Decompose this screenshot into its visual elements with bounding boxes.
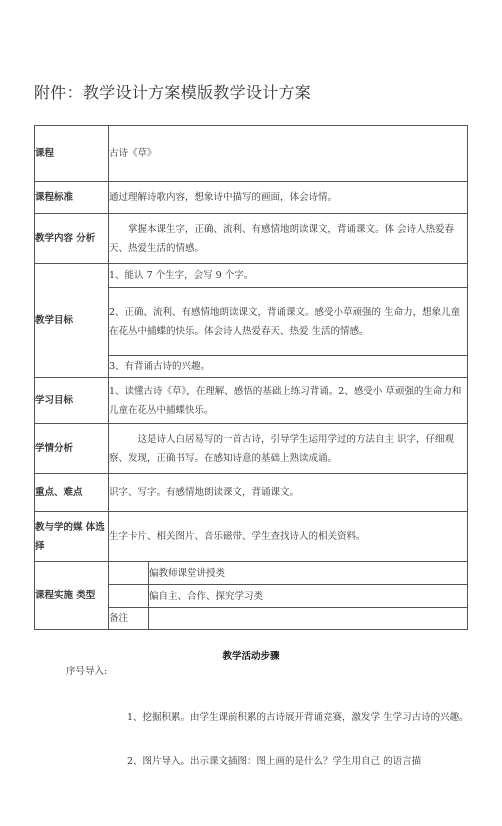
note-value[interactable]: [149, 608, 468, 630]
row-objectives-1: [35, 264, 468, 288]
learner-analysis-value: 这是诗人白居易写的一首古诗，引导学生运用学过的方法自主 识字，仔细观察、发现，正确书写。在感知诗意的基础上熟读成诵。: [109, 424, 468, 474]
key-points-label: 重点、难点: [35, 474, 109, 512]
content-label: 教学内容 分析: [35, 214, 109, 264]
row-course: [35, 126, 468, 182]
checkbox-cell-teacher[interactable]: [109, 562, 149, 585]
content-value: 掌握本课生字，正确、流利、有感情地朗读课文，背诵课文。体 会诗人热爱春天、热爱生活的情感。: [109, 214, 468, 264]
learning-goal-label: 学习目标: [35, 378, 109, 424]
option-teacher-lecture: 偏教师课堂讲授类: [149, 562, 468, 585]
course-title: 古诗《草》: [109, 126, 468, 182]
learner-analysis-label: 学情分析: [35, 424, 109, 474]
media-value: 生字卡片、相关图片、音乐磁带、学生查找诗人的相关资料。: [109, 512, 468, 562]
row-media: [35, 512, 468, 562]
intro-label: 序号导入:: [66, 666, 108, 677]
objective-item-1: 1、能认 7 个生字，会写 9 个字。: [109, 264, 468, 288]
step-paragraph-1: 1、挖掘积累。由学生课前积累的古诗展开背诵竞赛，激发学 生学习古诗的兴趣。: [127, 712, 469, 723]
implementation-label: 课程实施 类型: [35, 562, 109, 630]
standard-value: 通过理解诗歌内容，想象诗中描写的画面，体会诗情。: [109, 182, 468, 214]
lesson-plan-table: [34, 125, 468, 630]
note-label: 备注: [109, 608, 149, 630]
row-implementation-1: [35, 562, 468, 585]
standard-label: 课程标准: [35, 182, 109, 214]
media-label: 教与学的媒 体选择: [35, 512, 109, 562]
row-learner-analysis: [35, 424, 468, 474]
objective-item-3: 3、有背诵古诗的兴趣。: [109, 356, 468, 378]
row-standard: [35, 182, 468, 214]
option-inquiry-learning: 偏自主、合作、探究学习类: [149, 585, 468, 608]
objective-item-2: 2、正确、流利、有感情地朗读课文，背诵课文。感受小草顽强的 生命力，想象儿童在花丛中捕蝶的快乐。体会诗人热爱春天、热爱 生活的情感。: [109, 288, 468, 356]
row-content: [35, 214, 468, 264]
steps-title: 教学活动步骤: [222, 651, 280, 662]
course-label: 课程: [35, 126, 109, 182]
row-key-points: [35, 474, 468, 512]
learning-goal-value: 1、读懂古诗《草》，在理解、感悟的基础上练习背诵。2、感受小 草顽强的生命力和儿童在花丛中捕蝶快乐。: [109, 378, 468, 424]
objectives-label: 教学目标: [35, 264, 109, 378]
document-heading: 附件：教学设计方案模版教学设计方案: [34, 83, 312, 102]
step-paragraph-2: 2、图片导入。出示课文插图：图上画的是什么？学生用自己 的语言描: [127, 756, 422, 767]
checkbox-cell-inquiry[interactable]: [109, 585, 149, 608]
row-learning-goal: [35, 378, 468, 424]
key-points-value: 识字、写字。有感情地朗读课文，背诵课文。: [109, 474, 468, 512]
